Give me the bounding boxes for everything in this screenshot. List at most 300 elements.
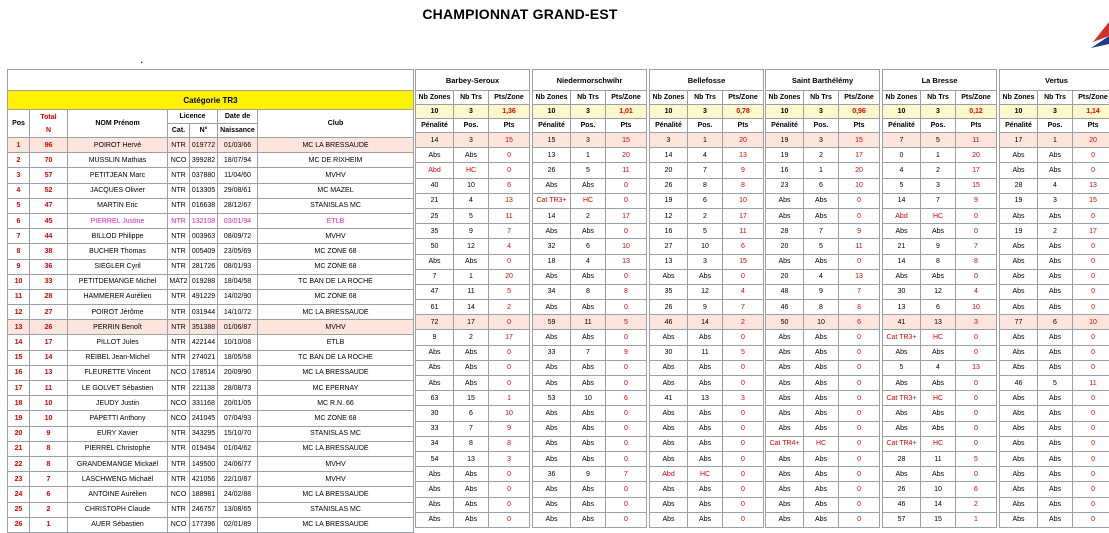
row-dob: 28/08/73 xyxy=(218,381,258,396)
cell-pos: Abs xyxy=(921,269,956,284)
cell-pts: 20 xyxy=(839,163,880,178)
race-table xyxy=(649,69,764,528)
row-dob: 11/04/60 xyxy=(218,168,258,183)
table-row xyxy=(883,239,997,254)
cell-pos: 11 xyxy=(688,345,723,360)
cell-pos: Abs xyxy=(688,269,723,284)
cell-penalite: Abs xyxy=(533,451,571,466)
row-total: 38 xyxy=(30,244,68,259)
row-num: 421056 xyxy=(190,472,218,487)
table-row xyxy=(416,406,530,421)
table-row xyxy=(883,178,997,193)
cell-pts: 0 xyxy=(839,208,880,223)
cell-penalite: Abs xyxy=(766,254,804,269)
cell-penalite: Abs xyxy=(1000,406,1038,421)
cell-pos: Abs xyxy=(454,376,489,391)
table-row xyxy=(883,467,997,482)
cell-pts: 11 xyxy=(956,133,997,148)
cell-penalite: 9 xyxy=(416,330,454,345)
table-row xyxy=(766,269,880,284)
cell-pts: 0 xyxy=(1073,254,1109,269)
col-pts-zone: Pts/Zone xyxy=(956,91,997,105)
table-row xyxy=(766,239,880,254)
cell-pts: 15 xyxy=(1073,193,1109,208)
row-num: 019772 xyxy=(190,138,218,153)
cell-pos: 14 xyxy=(921,497,956,512)
table-row xyxy=(8,381,414,396)
cell-penalite: Abs xyxy=(883,406,921,421)
table-row xyxy=(416,239,530,254)
cell-pts: 0 xyxy=(839,254,880,269)
table-row xyxy=(766,497,880,512)
row-num: 031944 xyxy=(190,305,218,320)
table-row xyxy=(533,178,647,193)
cell-pos: 6 xyxy=(1038,315,1073,330)
cell-pts: 0 xyxy=(723,421,764,436)
cell-pos: 9 xyxy=(804,284,839,299)
race-trs: 3 xyxy=(454,105,489,119)
col-nb-trs: Nb Trs xyxy=(921,91,956,105)
cell-pos: 14 xyxy=(688,315,723,330)
table-row xyxy=(533,315,647,330)
cell-penalite: Abs xyxy=(1000,421,1038,436)
cell-penalite: Abs xyxy=(766,467,804,482)
row-name: ANTOINE Aurélien xyxy=(68,487,168,502)
table-row xyxy=(883,436,997,451)
cell-pts: 0 xyxy=(839,451,880,466)
cell-pos: 1 xyxy=(1038,133,1073,148)
row-num: 019288 xyxy=(190,274,218,289)
cell-pts: 2 xyxy=(723,315,764,330)
table-row xyxy=(1000,330,1109,345)
cell-pts: 0 xyxy=(723,330,764,345)
table-row xyxy=(1000,239,1109,254)
cell-pos: Abs xyxy=(454,148,489,163)
cell-penalite: 61 xyxy=(416,300,454,315)
table-row xyxy=(8,350,414,365)
cell-pos: Abs xyxy=(804,208,839,223)
cell-pts: 11 xyxy=(839,239,880,254)
cell-pts: 0 xyxy=(606,497,647,512)
cell-pos: 10 xyxy=(571,391,606,406)
cell-pts: 9 xyxy=(723,163,764,178)
page-title: CHAMPIONNAT GRAND-EST xyxy=(0,6,1040,22)
cell-pos: Abs xyxy=(804,376,839,391)
row-pos: 23 xyxy=(8,472,30,487)
row-club: MC LA BRESSAUDE xyxy=(258,138,414,153)
table-row xyxy=(650,451,764,466)
race-zones: 10 xyxy=(883,105,921,119)
cell-pts: 8 xyxy=(956,254,997,269)
cell-penalite: Abs xyxy=(883,269,921,284)
cell-pts: 0 xyxy=(839,330,880,345)
cell-penalite: 14 xyxy=(650,148,688,163)
cell-penalite: 5 xyxy=(883,360,921,375)
cell-pos: Abs xyxy=(1038,482,1073,497)
row-pos: 3 xyxy=(8,168,30,183)
cell-penalite: Abs xyxy=(416,376,454,391)
cell-pts: 0 xyxy=(1073,239,1109,254)
cell-pts: 7 xyxy=(839,284,880,299)
race-table xyxy=(999,69,1109,528)
table-row xyxy=(650,436,764,451)
row-club: MVHV xyxy=(258,168,414,183)
table-row xyxy=(533,284,647,299)
cell-penalite: 59 xyxy=(533,315,571,330)
cell-pts: 5 xyxy=(489,284,530,299)
row-total: 45 xyxy=(30,213,68,228)
row-total: 28 xyxy=(30,289,68,304)
cell-pos: 4 xyxy=(1038,178,1073,193)
row-total: 36 xyxy=(30,259,68,274)
cell-pts: 0 xyxy=(723,497,764,512)
cell-penalite: 35 xyxy=(650,284,688,299)
cell-penalite: 14 xyxy=(416,133,454,148)
cell-penalite: 19 xyxy=(766,148,804,163)
table-row xyxy=(416,148,530,163)
cell-penalite: Abs xyxy=(650,512,688,527)
cell-pos: 8 xyxy=(571,284,606,299)
col-pts: Pts xyxy=(839,119,880,133)
row-total: 52 xyxy=(30,183,68,198)
cell-pos: 13 xyxy=(454,451,489,466)
row-num: 422144 xyxy=(190,335,218,350)
row-pos: 15 xyxy=(8,350,30,365)
col-nb-trs: Nb Trs xyxy=(804,91,839,105)
cell-penalite: 46 xyxy=(766,300,804,315)
table-row xyxy=(883,482,997,497)
cell-penalite: Abs xyxy=(1000,284,1038,299)
race-pts-zone: 1,14 xyxy=(1073,105,1109,119)
row-name: REIBEL Jean-Michel xyxy=(68,350,168,365)
table-row xyxy=(8,168,414,183)
cell-pts: 15 xyxy=(839,133,880,148)
row-dob: 24/02/88 xyxy=(218,487,258,502)
row-name: PILLOT Jules xyxy=(68,335,168,350)
race-zones: 10 xyxy=(650,105,688,119)
cell-penalite: 41 xyxy=(883,315,921,330)
cell-pts: 7 xyxy=(956,239,997,254)
cell-pos: Abs xyxy=(804,360,839,375)
cell-penalite: Cat TR3+ xyxy=(883,391,921,406)
row-club: TC BAN DE LA ROCHE xyxy=(258,350,414,365)
row-name: PIERREL Justine xyxy=(68,213,168,228)
table-row xyxy=(650,300,764,315)
table-row xyxy=(883,345,997,360)
row-pos: 5 xyxy=(8,198,30,213)
row-pos: 21 xyxy=(8,441,30,456)
cell-pos: Abs xyxy=(571,178,606,193)
table-row xyxy=(8,153,414,168)
race-name: Barbey-Seroux xyxy=(416,70,530,91)
cell-pts: 0 xyxy=(956,224,997,239)
cell-pos: Abs xyxy=(921,345,956,360)
table-row xyxy=(416,254,530,269)
cell-penalite: 30 xyxy=(883,284,921,299)
table-row xyxy=(8,411,414,426)
cell-pos: 2 xyxy=(804,148,839,163)
row-dob: 10/10/08 xyxy=(218,335,258,350)
cell-penalite: Abs xyxy=(533,421,571,436)
table-row xyxy=(650,345,764,360)
cell-pos: 1 xyxy=(921,148,956,163)
table-row xyxy=(1000,133,1109,148)
cell-pts: 0 xyxy=(723,406,764,421)
row-club: ETLB xyxy=(258,213,414,228)
cell-penalite: Abs xyxy=(533,482,571,497)
row-num: 016638 xyxy=(190,198,218,213)
table-row xyxy=(1000,163,1109,178)
cell-pos: Abs xyxy=(1038,284,1073,299)
cell-pos: 3 xyxy=(454,133,489,148)
table-row xyxy=(416,421,530,436)
cell-pos: Abs xyxy=(1038,330,1073,345)
cell-penalite: 28 xyxy=(1000,178,1038,193)
cell-penalite: 33 xyxy=(416,421,454,436)
cell-pts: 0 xyxy=(606,300,647,315)
row-club: STANISLAS MC xyxy=(258,426,414,441)
cell-pts: 13 xyxy=(839,269,880,284)
table-row xyxy=(416,345,530,360)
cell-penalite: 28 xyxy=(883,451,921,466)
col-dob-top: Date de xyxy=(218,110,258,124)
table-row xyxy=(766,254,880,269)
table-row xyxy=(416,178,530,193)
cell-pos: Abs xyxy=(571,406,606,421)
cell-penalite: 7 xyxy=(883,133,921,148)
cell-pos: 11 xyxy=(454,284,489,299)
cell-penalite: 16 xyxy=(766,163,804,178)
row-pos: 7 xyxy=(8,229,30,244)
row-num: 274021 xyxy=(190,350,218,365)
cell-penalite: 33 xyxy=(533,345,571,360)
row-club: MC ZONE 68 xyxy=(258,289,414,304)
cell-pos: 2 xyxy=(571,208,606,223)
table-row xyxy=(1000,482,1109,497)
col-pts: Pts xyxy=(723,119,764,133)
table-row xyxy=(1000,391,1109,406)
cell-pts: 0 xyxy=(723,467,764,482)
cell-penalite: Abs xyxy=(416,254,454,269)
cell-pts: 0 xyxy=(956,345,997,360)
cell-pos: 1 xyxy=(804,163,839,178)
row-pos: 8 xyxy=(8,244,30,259)
cell-pts: 3 xyxy=(956,315,997,330)
col-pts-zone: Pts/Zone xyxy=(1073,91,1109,105)
table-row xyxy=(533,451,647,466)
cell-pts: 17 xyxy=(1073,224,1109,239)
cell-pts: 0 xyxy=(1073,467,1109,482)
row-name: MARTIN Eric xyxy=(68,198,168,213)
cell-penalite: Cat TR3+ xyxy=(883,330,921,345)
table-row xyxy=(416,497,530,512)
row-cat: NCO xyxy=(168,153,190,168)
cell-pos: 7 xyxy=(454,421,489,436)
race-trs: 3 xyxy=(571,105,606,119)
cell-pts: 0 xyxy=(1073,391,1109,406)
table-row xyxy=(650,163,764,178)
cell-pos: 3 xyxy=(804,133,839,148)
table-row xyxy=(8,517,414,532)
row-num: 241045 xyxy=(190,411,218,426)
col-penalite: Pénalité xyxy=(883,119,921,133)
cell-penalite: 3 xyxy=(650,133,688,148)
cell-pts: 0 xyxy=(606,193,647,208)
cell-penalite: 50 xyxy=(416,239,454,254)
cell-penalite: Abs xyxy=(533,512,571,527)
cell-pos: HC xyxy=(688,467,723,482)
col-pos: Pos xyxy=(8,110,30,138)
cell-pos: Abs xyxy=(1038,497,1073,512)
cell-pts: 0 xyxy=(1073,148,1109,163)
row-pos: 24 xyxy=(8,487,30,502)
cell-penalite: 57 xyxy=(883,512,921,527)
table-row xyxy=(766,436,880,451)
cell-pts: 0 xyxy=(489,467,530,482)
cell-penalite: Abs xyxy=(766,330,804,345)
row-dob: 01/06/87 xyxy=(218,320,258,335)
row-name: PAPETTI Anthony xyxy=(68,411,168,426)
cell-pos: Abs xyxy=(454,497,489,512)
cell-penalite: Abs xyxy=(1000,345,1038,360)
cell-pos: 7 xyxy=(921,193,956,208)
cell-pos: Abs xyxy=(1038,208,1073,223)
cell-pos: 9 xyxy=(921,239,956,254)
cell-pts: 20 xyxy=(956,148,997,163)
cell-pos: 7 xyxy=(571,345,606,360)
cell-pos: 2 xyxy=(454,330,489,345)
cell-penalite: Abs xyxy=(416,148,454,163)
cell-penalite: Abs xyxy=(416,497,454,512)
cell-penalite: Abs xyxy=(766,193,804,208)
row-club: MC LA BRESSAUDE xyxy=(258,365,414,380)
table-row xyxy=(1000,360,1109,375)
row-pos: 2 xyxy=(8,153,30,168)
table-row xyxy=(533,391,647,406)
cell-pts: 3 xyxy=(723,391,764,406)
table-row xyxy=(8,198,414,213)
cell-pts: 0 xyxy=(606,224,647,239)
cell-pos: 5 xyxy=(688,224,723,239)
cell-penalite: 12 xyxy=(650,208,688,223)
cell-penalite: 13 xyxy=(533,148,571,163)
race-zones: 10 xyxy=(533,105,571,119)
cell-pos: Abs xyxy=(454,512,489,527)
table-row xyxy=(533,482,647,497)
row-cat: NCO xyxy=(168,487,190,502)
row-dob: 13/08/65 xyxy=(218,502,258,517)
table-row xyxy=(650,360,764,375)
table-row xyxy=(883,208,997,223)
row-pos: 19 xyxy=(8,411,30,426)
cell-pos: 8 xyxy=(688,178,723,193)
col-pts-zone: Pts/Zone xyxy=(723,91,764,105)
cell-pos: 10 xyxy=(804,315,839,330)
cell-pos: Abs xyxy=(1038,239,1073,254)
cell-pos: Abs xyxy=(804,421,839,436)
cell-penalite: 20 xyxy=(766,239,804,254)
row-cat: NTR xyxy=(168,441,190,456)
cell-penalite: 14 xyxy=(883,193,921,208)
race-pts-zone: 1,01 xyxy=(606,105,647,119)
row-name: JEUDY Justin xyxy=(68,396,168,411)
cell-pos: 4 xyxy=(804,269,839,284)
cell-pts: 0 xyxy=(489,315,530,330)
row-num: 005409 xyxy=(190,244,218,259)
cell-penalite: Abs xyxy=(766,421,804,436)
cell-pos: Abs xyxy=(688,451,723,466)
cell-penalite: Abs xyxy=(883,376,921,391)
race-table xyxy=(415,69,530,528)
table-row xyxy=(766,284,880,299)
cell-pts: 13 xyxy=(489,193,530,208)
row-total: 8 xyxy=(30,441,68,456)
table-row xyxy=(416,300,530,315)
cell-pos: Abs xyxy=(688,497,723,512)
table-row xyxy=(766,421,880,436)
cell-pts: 0 xyxy=(723,482,764,497)
cell-pos: HC xyxy=(921,391,956,406)
cell-penalite: Abs xyxy=(650,376,688,391)
cell-pos: 4 xyxy=(571,254,606,269)
cell-pos: Abs xyxy=(454,254,489,269)
cell-pos: Abs xyxy=(1038,269,1073,284)
cell-pos: Abs xyxy=(571,436,606,451)
row-name: CHRISTOPH Claude xyxy=(68,502,168,517)
cell-pts: 20 xyxy=(723,133,764,148)
cell-pos: Abs xyxy=(804,345,839,360)
row-dob: 20/01/05 xyxy=(218,396,258,411)
table-row xyxy=(8,502,414,517)
row-num: 019494 xyxy=(190,441,218,456)
col-nb-trs: Nb Trs xyxy=(454,91,489,105)
header-spacer xyxy=(8,70,414,91)
table-row xyxy=(416,133,530,148)
table-row xyxy=(883,315,997,330)
table-row xyxy=(1000,254,1109,269)
cell-pos: Abs xyxy=(571,269,606,284)
cell-pts: 0 xyxy=(489,360,530,375)
row-dob: 15/10/70 xyxy=(218,426,258,441)
table-row xyxy=(1000,224,1109,239)
cell-pts: 0 xyxy=(839,360,880,375)
cell-pos: HC xyxy=(921,208,956,223)
cell-pts: 0 xyxy=(606,269,647,284)
row-num: 281726 xyxy=(190,259,218,274)
cell-penalite: 54 xyxy=(416,451,454,466)
table-row xyxy=(533,133,647,148)
row-club: STANISLAS MC xyxy=(258,502,414,517)
cell-pos: Abs xyxy=(921,224,956,239)
row-total: 47 xyxy=(30,198,68,213)
cell-pts: 0 xyxy=(839,512,880,527)
cell-pts: 10 xyxy=(839,178,880,193)
row-club: MC ZONE 68 xyxy=(258,259,414,274)
table-row xyxy=(533,269,647,284)
col-nb-zones: Nb Zones xyxy=(416,91,454,105)
col-pos-short: Pos. xyxy=(571,119,606,133)
cell-pts: 20 xyxy=(606,148,647,163)
table-row xyxy=(533,193,647,208)
cell-pts: 3 xyxy=(489,451,530,466)
row-dob: 28/12/67 xyxy=(218,198,258,213)
cell-pts: 13 xyxy=(606,254,647,269)
cell-pts: 6 xyxy=(956,482,997,497)
cell-penalite: Abs xyxy=(650,497,688,512)
cell-pos: 11 xyxy=(571,315,606,330)
row-num: 491229 xyxy=(190,289,218,304)
cell-pts: 0 xyxy=(489,482,530,497)
